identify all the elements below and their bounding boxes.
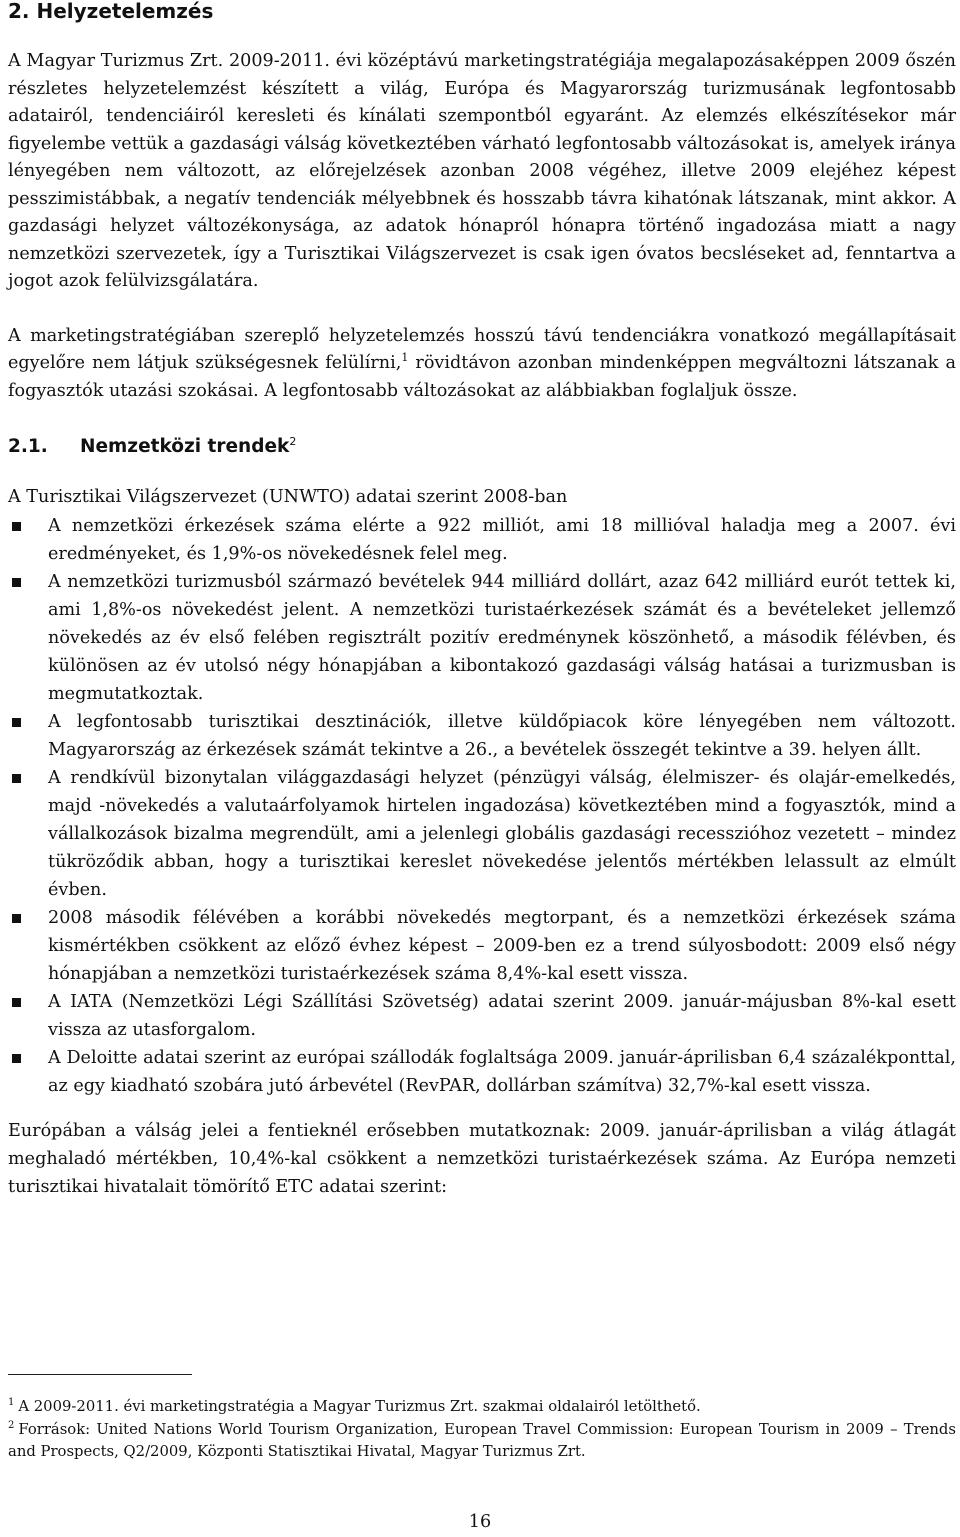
list-item-text: A legfontosabb turisztikai desztinációk, illetve küldőpiacok köre lényegében nem változott. Magyarország az érkezések számát tekintve a 26., a bevételek összegét tekintve a 39. helyen állt. [48,711,956,760]
footnote-ref-2[interactable]: 2 [289,434,297,448]
list-item-text: A nemzetközi turizmusból származó bevételek 944 milliárd dollárt, azaz 642 milliárd eurót tettek ki, ami 1,8%-os növekedést jelent. A nemzetközi turistaérkezések számát és a bevételeket jellemző növekedés az év első felében regisztrált pozitív eredménynek köszönhető, a második félévben, és különösen az év utolsó négy hónapjában a kibontakozó gazdasági válság hatásai a turizmusban is megmutatkoztak. [48,571,956,704]
list-item [8,512,956,568]
list-item-text: A Deloitte adatai szerint az európai szállodák foglaltsága 2009. január-áprilisban 6,4 százalékponttal, az egy kiadható szobára jutó árbevétel (RevPAR, dollárban számítva) 32,7%-kal esett vissza. [48,1047,956,1096]
square-bullet-icon [12,774,21,783]
list-item [8,904,956,988]
trend-bullet-list [8,512,956,1100]
strategy-paragraph-text: A marketingstratégiában szereplő helyzetelemzés hosszú távú tendenciákra vonatkozó megállapításait egyelőre nem látjuk szükségesnek felülírni, [8,325,956,373]
footnote-text: Források: United Nations World Tourism Organization, European Travel Commission: European Tourism in 2009 – Trends and Prospects, Q2/2009, Központi Statisztikai Hivatal, Magyar Turizmus Zrt. [8,1420,956,1460]
list-item-text: A IATA (Nemzetközi Légi Szállítási Szövetség) adatai szerint 2009. január-májusban 8%-kal esett vissza az utasforgalom. [48,991,956,1040]
list-item-text: A nemzetközi érkezések száma elérte a 922 milliót, ami 18 millióval haladja meg a 2007. évi eredményeket, és 1,9%-os növekedésnek felel meg. [48,515,956,564]
list-item-text: 2008 második félévében a korábbi növekedés megtorpant, és a nemzetközi érkezések száma kismértékben csökkent az előző évhez képest – 2009-ben ez a trend súlyosbodott: 2009 első négy hónapjában a nemzetközi turistaérkezések száma 8,4%-kal esett vissza. [48,907,956,984]
intro-paragraph: A Magyar Turizmus Zrt. 2009-2011. évi középtávú marketingstratégiája megalapozásaképpen 2009 őszén részletes helyzetelemzést készített a világ, Európa és Magyarország turizmusának legfontosabb adatairól, tendenciáiról keresleti és kínálati szempontból egyaránt. Az elemzés elkészítésekor már figyelembe vettük a gazdasági válság következtében várható legfontosabb változásokat is, amelyek iránya lényegében nem változott, az előrejelzések azonban 2008 végéhez, illetve 2009 elejéhez képest pesszimistábbak, a negatív tendenciák mélyebbnek és hosszabb távra kihatónak látszanak, mint akkor. A gazdasági helyzet változékonysága, az adatok hónapról hónapra történő ingadozása miatt a nagy nemzetközi szervezetek, így a Turisztikai Világszervezet is csak igen óvatos becsléseket ad, fenntartva a jogot azok felülvizsgálatára. [8,51,956,291]
list-item [8,568,956,708]
europe-paragraph: Európában a válság jelei a fentieknél erősebben mutatkoznak: 2009. január-áprilisban a világ átlagát meghaladó mértékben, 10,4%-kal csökkent a nemzetközi turistaérkezések száma. Az Európa nemzeti turisztikai hivatalait tömörítő ETC adatai szerint: [8,1120,956,1197]
footnote-1 [8,1396,956,1419]
list-item [8,764,956,904]
footnote-number: 1 [8,1397,15,1409]
square-bullet-icon [12,998,21,1007]
page-number: 16 [468,1512,492,1532]
list-item [8,708,956,764]
strategy-paragraph [8,323,956,406]
list-item [8,1044,956,1100]
list-item-text: A rendkívül bizonytalan világgazdasági helyzet (pénzügyi válság, élelmiszer- és olajár-emelkedés, majd -növekedés a valutaárfolyamok hirtelen ingadozása) következtében mind a fogyasztók, mind a vállalkozások bizalma megrendült, ami a jelenlegi globális gazdasági recesszióhoz vezetett – mindez tükröződik abban, hogy a turisztikai kereslet növekedése jelentős mértékben lelassult az elmúlt évben. [48,767,956,900]
square-bullet-icon [12,718,21,727]
unwto-intro: A Turisztikai Világszervezet (UNWTO) adatai szerint 2008-ban [8,487,568,507]
square-bullet-icon [12,1054,21,1063]
square-bullet-icon [12,578,21,587]
footnote-2 [8,1419,956,1464]
square-bullet-icon [12,914,21,923]
square-bullet-icon [12,522,21,531]
list-item [8,988,956,1044]
footnote-number: 2 [8,1419,15,1431]
document-page [8,0,956,1201]
section-heading [8,433,956,461]
footnote-divider [8,1374,192,1375]
footnotes [8,1396,956,1464]
footnote-ref-1[interactable]: 1 [401,351,409,365]
section-number: 2.1. [8,436,48,457]
section-title: Nemzetközi trendek [80,436,290,457]
chapter-heading: 2. Helyzetelemzés [8,0,214,23]
footnote-text: A 2009-2011. évi marketingstratégia a Magyar Turizmus Zrt. szakmai oldalairól letölthető. [18,1398,701,1415]
strategy-paragraph-text-continued: rövidtávon azonban mindenképpen megváltozni látszanak a fogyasztók utazási szokásai. A legfontosabb változásokat az alábbiakban foglaljuk össze. [8,353,957,401]
